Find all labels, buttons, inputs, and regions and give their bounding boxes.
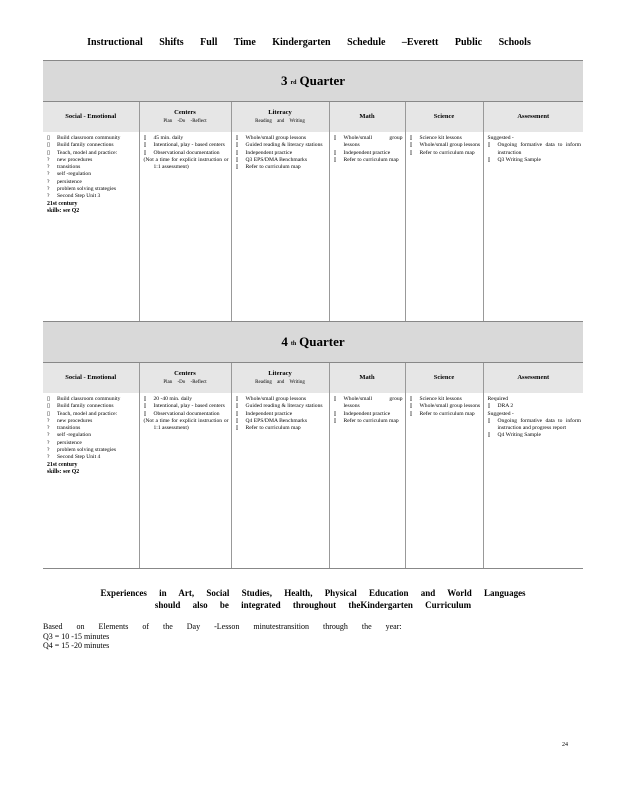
list-item-text: new procedures [57,417,93,424]
list-item [144,135,229,142]
list-item [144,396,229,403]
skills-label: 21st century [47,461,78,468]
list-item-text: problem solving strategies [57,447,117,454]
list-item [47,171,137,178]
question-bullet-icon: ? [47,193,50,200]
list-item-text: self -regulation [57,432,92,439]
integration-heading [43,587,583,611]
integration-heading-line1: Experiences in Art, Social Studies, Health, Physical Education and World Languages [100,588,526,598]
page-number: 24 [562,742,568,748]
question-bullet-icon: ? [47,432,50,439]
list-item-text: Intentional, play - based centers [153,403,225,410]
list-item-text: Refer to curriculum map [343,417,399,424]
q3-centers-cell [139,132,231,325]
list-item-text: Whole/small group lessons [419,403,481,410]
col-literacy: Literacy Reading and Writing [231,102,329,133]
list-item-text: Teach, model and practice: [57,410,118,417]
list-item [144,157,229,172]
quarter-3-heading: 3 $_{rd}$ Quarter [43,61,583,102]
col-centers: Centers Plan -Do -Reflect [139,102,231,133]
q4-social-cell [43,393,139,568]
col-assessment: Assessment [483,363,583,394]
list-item-text: Guided reading & literacy stations [245,403,323,410]
transition-note [43,622,402,651]
integration-heading-line2: should also be integrated throughout theKindergarten Curriculum [154,600,472,610]
list-item-text: Build classroom community [57,135,121,141]
box-bullet-icon: ▯ [409,403,413,410]
box-bullet-icon: ▯ [487,156,491,163]
col-social: Social - Emotional [43,102,139,133]
list-item-text: Independent practice [343,149,391,156]
quarter-3-table [43,60,583,326]
list-item [236,135,327,142]
list-item [144,142,229,149]
quarter-4-table [43,321,583,569]
q4-assessment-cell [483,393,583,568]
list-item [236,142,327,149]
q4-science-cell [405,393,483,568]
transition-note-q3: Q3 = 10 -15 minutes [43,631,110,641]
list-item [334,418,403,425]
box-bullet-icon: ▯ [47,149,51,156]
list-item-text: persistence [57,439,82,446]
q3-assessment-cell [483,132,583,325]
box-bullet-icon: ▯ [333,135,337,141]
list-item-text: Whole/small group lessons [245,135,307,141]
quarter-4-heading: 4 $_{th}$ Quarter [43,322,583,363]
question-bullet-icon: ? [47,164,50,171]
box-bullet-icon: ▯ [333,156,337,163]
box-bullet-icon: ▯ [409,142,413,149]
list-item-text: Science kit lessons [419,396,462,402]
list-item [236,164,327,171]
box-bullet-icon: ▯ [487,142,491,149]
list-item-text: Second Step Unit 4 [57,454,101,461]
transition-note-line1: Based on Elements of the Day -Lesson minutestransition through the year: [43,622,402,631]
col-science: Science [405,102,483,133]
box-bullet-icon: ▯ [235,164,239,171]
list-item [47,440,137,447]
list-item-text: Refer to curriculum map [419,149,475,156]
list-item [334,150,403,157]
box-bullet-icon: ▯ [333,417,337,424]
page-title: Instructional Shifts Full Time Kindergarten Schedule –Everett Public Schools [87,37,531,48]
list-item [236,403,327,410]
question-bullet-icon: ? [47,186,50,193]
box-bullet-icon: ▯ [235,410,239,417]
list-item [410,150,481,157]
box-bullet-icon: ▯ [235,149,239,156]
col-assessment: Assessment [483,102,583,133]
list-item-text: Teach, model and practice: [57,149,118,156]
list-item [47,157,137,164]
list-item-text: Required [487,396,509,402]
list-item-text: Independent practice [343,410,391,417]
box-bullet-icon: ▯ [333,410,337,417]
list-item-text: Ongoing formative data to inform instruction and progress report [497,417,581,432]
question-bullet-icon: ? [47,447,50,454]
list-item [47,432,137,439]
box-bullet-icon: ▯ [47,403,51,410]
list-item [144,411,229,418]
box-bullet-icon: ▯ [143,410,147,417]
list-item [47,142,137,149]
list-item-text: Whole/small group lessons [343,396,403,410]
list-item-text: Build family connections [57,403,114,410]
col-math: Math [329,363,405,394]
list-item [334,396,403,411]
list-item-text: Guided reading & literacy stations [245,142,323,149]
box-bullet-icon: ▯ [409,149,413,156]
list-item [47,179,137,186]
box-bullet-icon: ▯ [235,142,239,149]
list-item [47,454,137,461]
list-item [488,432,582,439]
list-item-text: Refer to curriculum map [245,164,301,171]
list-item [410,142,481,149]
box-bullet-icon: ▯ [409,135,413,141]
list-item [236,150,327,157]
list-item [334,135,403,150]
list-item [410,403,481,410]
box-bullet-icon: ▯ [487,403,491,410]
list-item-text: (Not a time for explicit instruction or 1:1 assessment) [143,417,229,432]
list-item [334,411,403,418]
box-bullet-icon: ▯ [235,425,239,432]
q3-math-cell [329,132,405,325]
skills-value: skills: see Q2 [47,468,80,475]
list-item [488,157,582,164]
list-item [488,418,582,433]
question-bullet-icon: ? [47,417,50,424]
list-item [47,447,137,454]
q3-science-cell [405,132,483,325]
question-bullet-icon: ? [47,425,50,432]
box-bullet-icon: ▯ [47,135,51,141]
box-bullet-icon: ▯ [487,417,491,424]
list-item [410,135,481,142]
list-item-text: Q3 EPS/DMA Benchmarks [245,156,308,163]
list-item [236,425,327,432]
box-bullet-icon: ▯ [143,142,147,149]
list-item-text: persistence [57,178,82,185]
col-literacy: Literacy Reading and Writing [231,363,329,394]
list-item-text: transitions [57,164,81,171]
list-item-text: self -regulation [57,171,92,178]
box-bullet-icon: ▯ [409,396,413,402]
list-item [410,411,481,418]
list-item-text: transitions [57,425,81,432]
box-bullet-icon: ▯ [143,149,147,156]
question-bullet-icon: ? [47,156,50,163]
list-item [236,396,327,403]
list-item [47,411,137,418]
list-item [236,411,327,418]
list-item [488,403,582,410]
box-bullet-icon: ▯ [333,396,337,402]
box-bullet-icon: ▯ [409,410,413,417]
box-bullet-icon: ▯ [235,135,239,141]
box-bullet-icon: ▯ [47,142,51,149]
box-bullet-icon: ▯ [235,417,239,424]
q4-literacy-cell [231,393,329,568]
list-item-text: Suggested - [487,135,514,141]
box-bullet-icon: ▯ [47,396,51,402]
question-bullet-icon: ? [47,171,50,178]
box-bullet-icon: ▯ [143,135,147,141]
box-bullet-icon: ▯ [235,403,239,410]
list-item [47,186,137,193]
list-item [334,157,403,164]
list-item [47,150,137,157]
list-item [144,418,229,433]
list-item-text: Q4 Writing Sample [497,432,541,439]
q4-centers-cell [139,393,231,568]
col-math: Math [329,102,405,133]
list-item-text: 20 -40 min. daily [153,396,193,402]
box-bullet-icon: ▯ [143,403,147,410]
col-science: Science [405,363,483,394]
list-item-text: Q4 EPS/DMA Benchmarks [245,417,308,424]
list-item-text: 45 min. daily [153,135,184,141]
q4-math-cell [329,393,405,568]
box-bullet-icon: ▯ [235,396,239,402]
list-item-text: Refer to curriculum map [419,410,475,417]
list-item-text: Science kit lessons [419,135,462,141]
list-item [47,193,137,200]
list-item [488,411,582,418]
q3-social-cell [43,132,139,325]
list-item-text: Independent practice [245,410,293,417]
box-bullet-icon: ▯ [143,396,147,402]
list-item-text: DRA 2 [497,403,514,410]
list-item [47,403,137,410]
list-item-text: Build family connections [57,142,114,149]
box-bullet-icon: ▯ [487,432,491,439]
list-item-text: Whole/small group lessons [419,142,481,149]
list-item [144,150,229,157]
question-bullet-icon: ? [47,439,50,446]
list-item-text: new procedures [57,156,93,163]
list-item-text: Refer to curriculum map [245,425,301,432]
list-item-text: Whole/small group lessons [343,135,403,149]
list-item [410,396,481,403]
list-item [144,403,229,410]
list-item-text: Observational documentation [153,149,220,156]
box-bullet-icon: ▯ [235,156,239,163]
box-bullet-icon: ▯ [47,410,51,417]
list-item-text: Observational documentation [153,410,220,417]
list-item-text: Suggested - [487,410,514,417]
list-item-text: Second Step Unit 3 [57,193,101,200]
list-item-text: Refer to curriculum map [343,156,399,163]
list-item-text: Build classroom community [57,396,121,402]
question-bullet-icon: ? [47,178,50,185]
list-item-text: Independent practice [245,149,293,156]
list-item-text: Intentional, play - based centers [153,142,225,149]
col-social: Social - Emotional [43,363,139,394]
list-item-text: problem solving strategies [57,186,117,193]
list-item-text: (Not a time for explicit instruction or 1:1 assessment) [143,156,229,171]
list-item-text: Ongoing formative data to inform instruction [497,142,581,156]
list-item [488,396,582,403]
question-bullet-icon: ? [47,454,50,461]
col-centers: Centers Plan -Do -Reflect [139,363,231,394]
list-item [488,142,582,157]
transition-note-q4: Q4 = 15 -20 minutes [43,641,110,650]
list-item [47,418,137,425]
list-item-text: Whole/small group lessons [245,396,307,402]
list-item-text: Q3 Writing Sample [497,156,541,163]
skills-label: 21st century [47,200,78,207]
q3-literacy-cell [231,132,329,325]
box-bullet-icon: ▯ [333,149,337,156]
skills-value: skills: see Q2 [47,207,80,214]
